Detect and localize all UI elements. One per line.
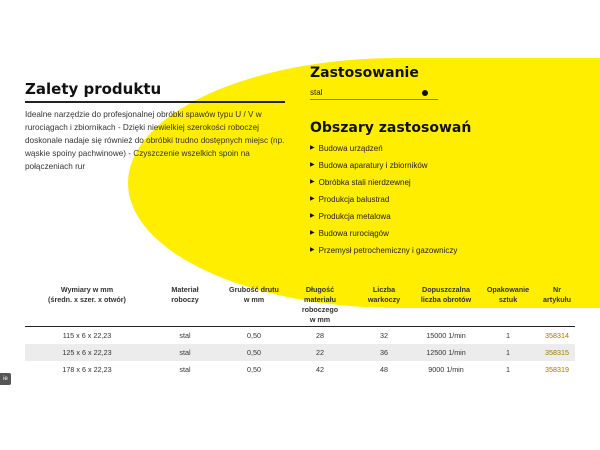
- advantages-description: Idealne narzędzie do profesjonalnej obróbki spawów typu U / V w rurociągach i zbiornikach - Dzięki niewielkiej szerokości roboczej doskonale nadaje się również do obróbki trudno dostępnych miejsc (np. wąskie spoiny pachwinowe) - Czyszczenie wszelkich spoin na połączeniach rur: [25, 110, 285, 171]
- bullet-dot-icon: [422, 90, 428, 96]
- table-header-cell: Wymiary w mm (średn. x szer. x otwór): [48, 285, 126, 304]
- table-header-cell: Opakowanie sztuk: [486, 285, 530, 304]
- triangle-bullet-icon: ▶: [310, 162, 315, 168]
- table-cell: 15000 1/min: [426, 331, 466, 340]
- table-cell: 358319: [545, 365, 569, 374]
- product-table: [25, 285, 575, 378]
- table-cell: 178 x 6 x 22,23: [62, 365, 112, 374]
- table-row: [25, 327, 575, 344]
- table-cell: 358315: [545, 348, 569, 357]
- table-cell: 1: [506, 348, 510, 357]
- triangle-bullet-icon: ▶: [310, 179, 315, 185]
- table-cell: 12500 1/min: [426, 348, 466, 357]
- areas-list: [310, 140, 510, 259]
- area-item: [310, 225, 510, 242]
- table-header-cell: Liczba warkoczy: [367, 285, 401, 304]
- table-cell: 1: [506, 365, 510, 374]
- application-title: Zastosowanie: [310, 65, 419, 81]
- triangle-bullet-icon: ▶: [310, 247, 315, 253]
- triangle-bullet-icon: ▶: [310, 196, 315, 202]
- area-item-label: Budowa urządzeń: [318, 144, 383, 153]
- application-material: stal: [310, 88, 323, 97]
- triangle-bullet-icon: ▶: [310, 145, 315, 151]
- table-cell: stal: [179, 365, 191, 374]
- table-cell: 32: [380, 331, 388, 340]
- table-cell: 28: [316, 331, 324, 340]
- table-cell: 0,50: [247, 365, 261, 374]
- area-item-label: Budowa rurociągów: [318, 229, 389, 238]
- area-item-label: Obróbka stali nierdzewnej: [318, 178, 411, 187]
- area-item-label: Przemysł petrochemiczny i gazowniczy: [318, 246, 458, 255]
- area-item: [310, 208, 510, 225]
- table-cell: 1: [506, 331, 510, 340]
- area-item: [310, 242, 510, 259]
- table-header-cell: Długość materiału roboczego w mm: [301, 285, 339, 324]
- areas-title: Obszary zastosowań: [310, 120, 472, 136]
- table-cell: 358314: [545, 331, 569, 340]
- table-header-cell: Dopuszczalna liczba obrotów: [420, 285, 472, 304]
- triangle-bullet-icon: ▶: [310, 230, 315, 236]
- table-cell: stal: [179, 331, 191, 340]
- table-cell: 42: [316, 365, 324, 374]
- area-item-label: Budowa aparatury i zbiorników: [318, 161, 428, 170]
- table-cell: 22: [316, 348, 324, 357]
- table-cell: 36: [380, 348, 388, 357]
- table-cell: 115 x 6 x 22,23: [62, 331, 112, 340]
- table-cell: 9000 1/min: [428, 365, 464, 374]
- table-cell: 0,50: [247, 331, 261, 340]
- advantages-title: Zalety produktu: [25, 80, 285, 103]
- table-body: [25, 327, 575, 378]
- table-header: [25, 285, 575, 327]
- area-item-label: Produkcja metalowa: [318, 212, 391, 221]
- triangle-bullet-icon: ▶: [310, 213, 315, 219]
- areas-section: [310, 120, 510, 259]
- table-header-cell: Grubość drutu w mm: [229, 285, 279, 304]
- table-cell: 48: [380, 365, 388, 374]
- area-item-label: Produkcja balustrad: [318, 195, 390, 204]
- advantages-section: [25, 80, 285, 173]
- application-row: [310, 86, 438, 100]
- side-tab[interactable]: ie: [0, 373, 11, 385]
- table-cell: 125 x 6 x 22,23: [62, 348, 112, 357]
- area-item: [310, 174, 510, 191]
- application-section: [310, 65, 440, 100]
- table-header-cell: Materiał roboczy: [171, 285, 199, 304]
- table-row: [25, 361, 575, 378]
- area-item: [310, 140, 510, 157]
- area-item: [310, 157, 510, 174]
- table-header-cell: Nr artykułu: [543, 285, 571, 304]
- area-item: [310, 191, 510, 208]
- table-cell: stal: [179, 348, 191, 357]
- table-row: [25, 344, 575, 361]
- table-cell: 0,50: [247, 348, 261, 357]
